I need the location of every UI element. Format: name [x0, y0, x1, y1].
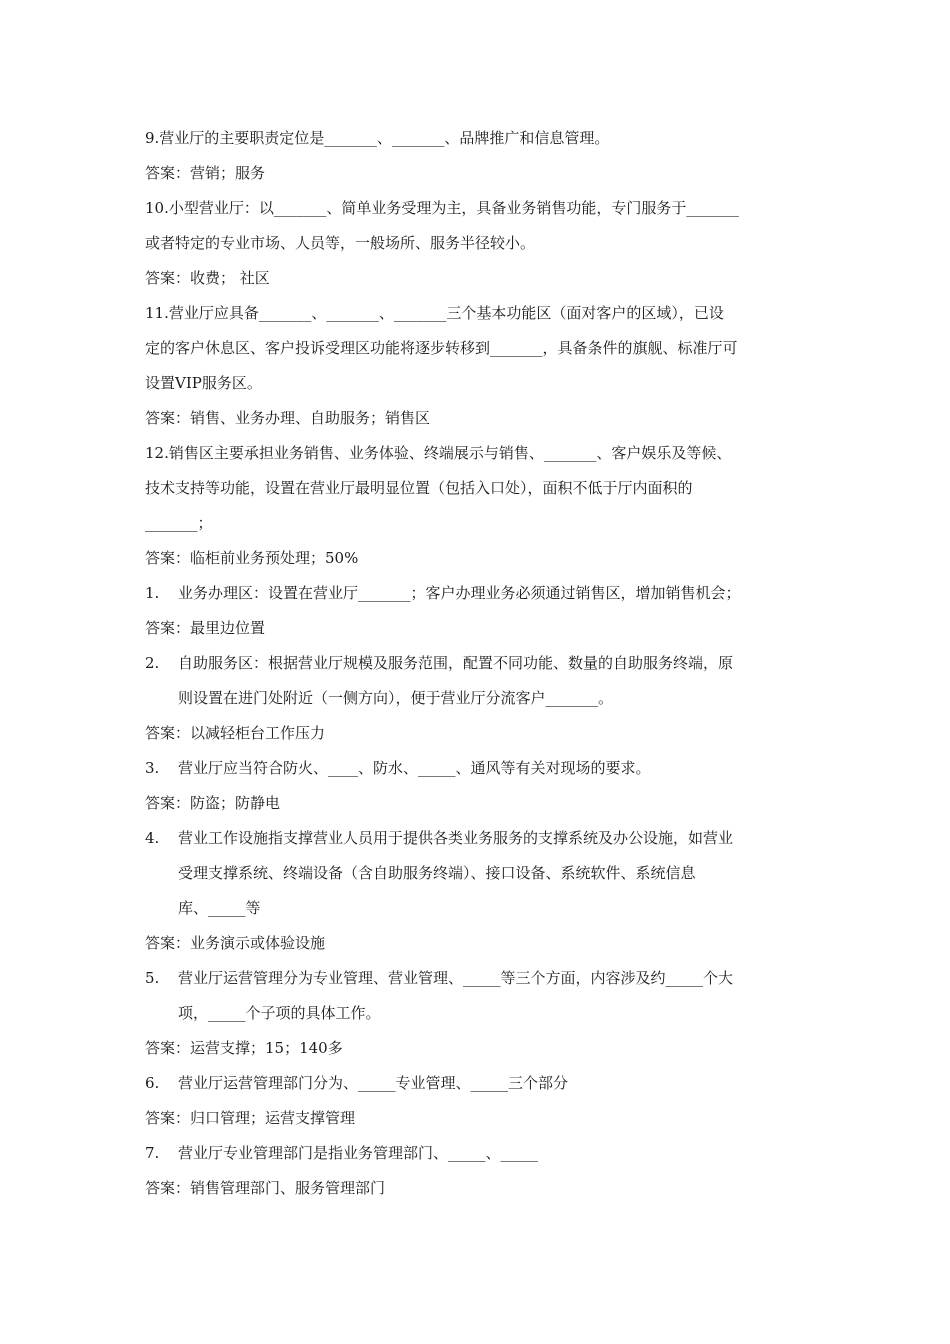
text-line: 答案：销售管理部门、服务管理部门: [145, 1179, 386, 1197]
text-line: 答案：临柜前业务预处理；50%: [145, 549, 359, 567]
text-line: 受理支撑系统、终端设备（含自助服务终端）、接口设备、系统软件、系统信息: [178, 864, 696, 882]
answer-line: [145, 611, 810, 646]
text-line: _______；: [145, 514, 213, 532]
answer-line: [145, 1031, 810, 1066]
text-line: 9.营业厅的主要职责定位是_______、_______、品牌推广和信息管理。: [145, 129, 610, 147]
text-line: 则设置在进门处附近（一侧方向），便于营业厅分流客户_______。: [178, 689, 614, 707]
item-number: 7.: [145, 1144, 160, 1162]
text-line: 技术支持等功能，设置在营业厅最明显位置（包括入口处），面积不低于厅内面积的: [145, 479, 693, 497]
question-paragraph: [145, 121, 810, 156]
answer-line: [145, 716, 810, 751]
answer-line: [145, 786, 810, 821]
answer-line: [145, 1101, 810, 1136]
document-body: [145, 121, 810, 1206]
question-paragraph: [145, 296, 810, 401]
text-line: 营业厅应当符合防火、____、防水、_____、通风等有关对现场的要求。: [178, 759, 651, 777]
text-line: 营业厅运营管理分为专业管理、营业管理、_____等三个方面，内容涉及约_____个大: [178, 969, 734, 987]
answer-line: [145, 401, 810, 436]
text-line: 答案：收费； 社区: [145, 269, 270, 287]
text-line: 答案：运营支撑；15；140多: [145, 1039, 343, 1057]
text-line: 答案：最里边位置: [145, 619, 266, 637]
text-line: 设置VIP服务区。: [145, 374, 262, 392]
numbered-question: [145, 1066, 810, 1101]
text-line: 定的客户休息区、客户投诉受理区功能将逐步转移到_______，具备条件的旗舰、标准厅可: [145, 339, 738, 357]
answer-line: [145, 156, 810, 191]
item-number: 4.: [145, 829, 160, 847]
numbered-question: [145, 1136, 810, 1171]
text-line: 业务办理区：设置在营业厅_______；客户办理业务必须通过销售区，增加销售机会；: [178, 584, 741, 602]
text-line: 答案：业务演示或体验设施: [145, 934, 326, 952]
text-line: 项，_____个子项的具体工作。: [178, 1004, 381, 1022]
numbered-question: [145, 821, 810, 926]
question-paragraph: [145, 191, 810, 261]
text-line: 库、_____等: [178, 899, 261, 917]
text-line: 答案：营销；服务: [145, 164, 266, 182]
item-number: 5.: [145, 969, 160, 987]
text-line: 答案：以减轻柜台工作压力: [145, 724, 326, 742]
text-line: 或者特定的专业市场、人员等，一般场所、服务半径较小。: [145, 234, 536, 252]
text-line: 答案：防盗；防静电: [145, 794, 281, 812]
text-line: 自助服务区：根据营业厅规模及服务范围，配置不同功能、数量的自助服务终端，原: [178, 654, 734, 672]
text-line: 营业工作设施指支撑营业人员用于提供各类业务服务的支撑系统及办公设施，如营业: [178, 829, 734, 847]
item-number: 1.: [145, 584, 160, 602]
answer-line: [145, 1171, 810, 1206]
text-line: 10.小型营业厅：以_______、简单业务受理为主，具备业务销售功能，专门服务于_______: [145, 199, 739, 217]
question-paragraph: [145, 436, 810, 541]
item-number: 3.: [145, 759, 160, 777]
text-line: 答案：归口管理；运营支撑管理: [145, 1109, 356, 1127]
text-line: 12.销售区主要承担业务销售、业务体验、终端展示与销售、_______、客户娱乐及等候、: [145, 444, 732, 462]
text-line: 11.营业厅应具备_______、_______、_______三个基本功能区（面对客户的区域），已设: [145, 304, 724, 322]
numbered-question: [145, 646, 810, 716]
numbered-question: [145, 576, 810, 611]
answer-line: [145, 261, 810, 296]
text-line: 答案：销售、业务办理、自助服务；销售区: [145, 409, 431, 427]
text-line: 营业厅运营管理部门分为、_____专业管理、_____三个部分: [178, 1074, 569, 1092]
numbered-question: [145, 961, 810, 1031]
answer-line: [145, 541, 810, 576]
item-number: 6.: [145, 1074, 160, 1092]
text-line: 营业厅专业管理部门是指业务管理部门、_____、_____: [178, 1144, 539, 1162]
answer-line: [145, 926, 810, 961]
item-number: 2.: [145, 654, 160, 672]
numbered-question: [145, 751, 810, 786]
